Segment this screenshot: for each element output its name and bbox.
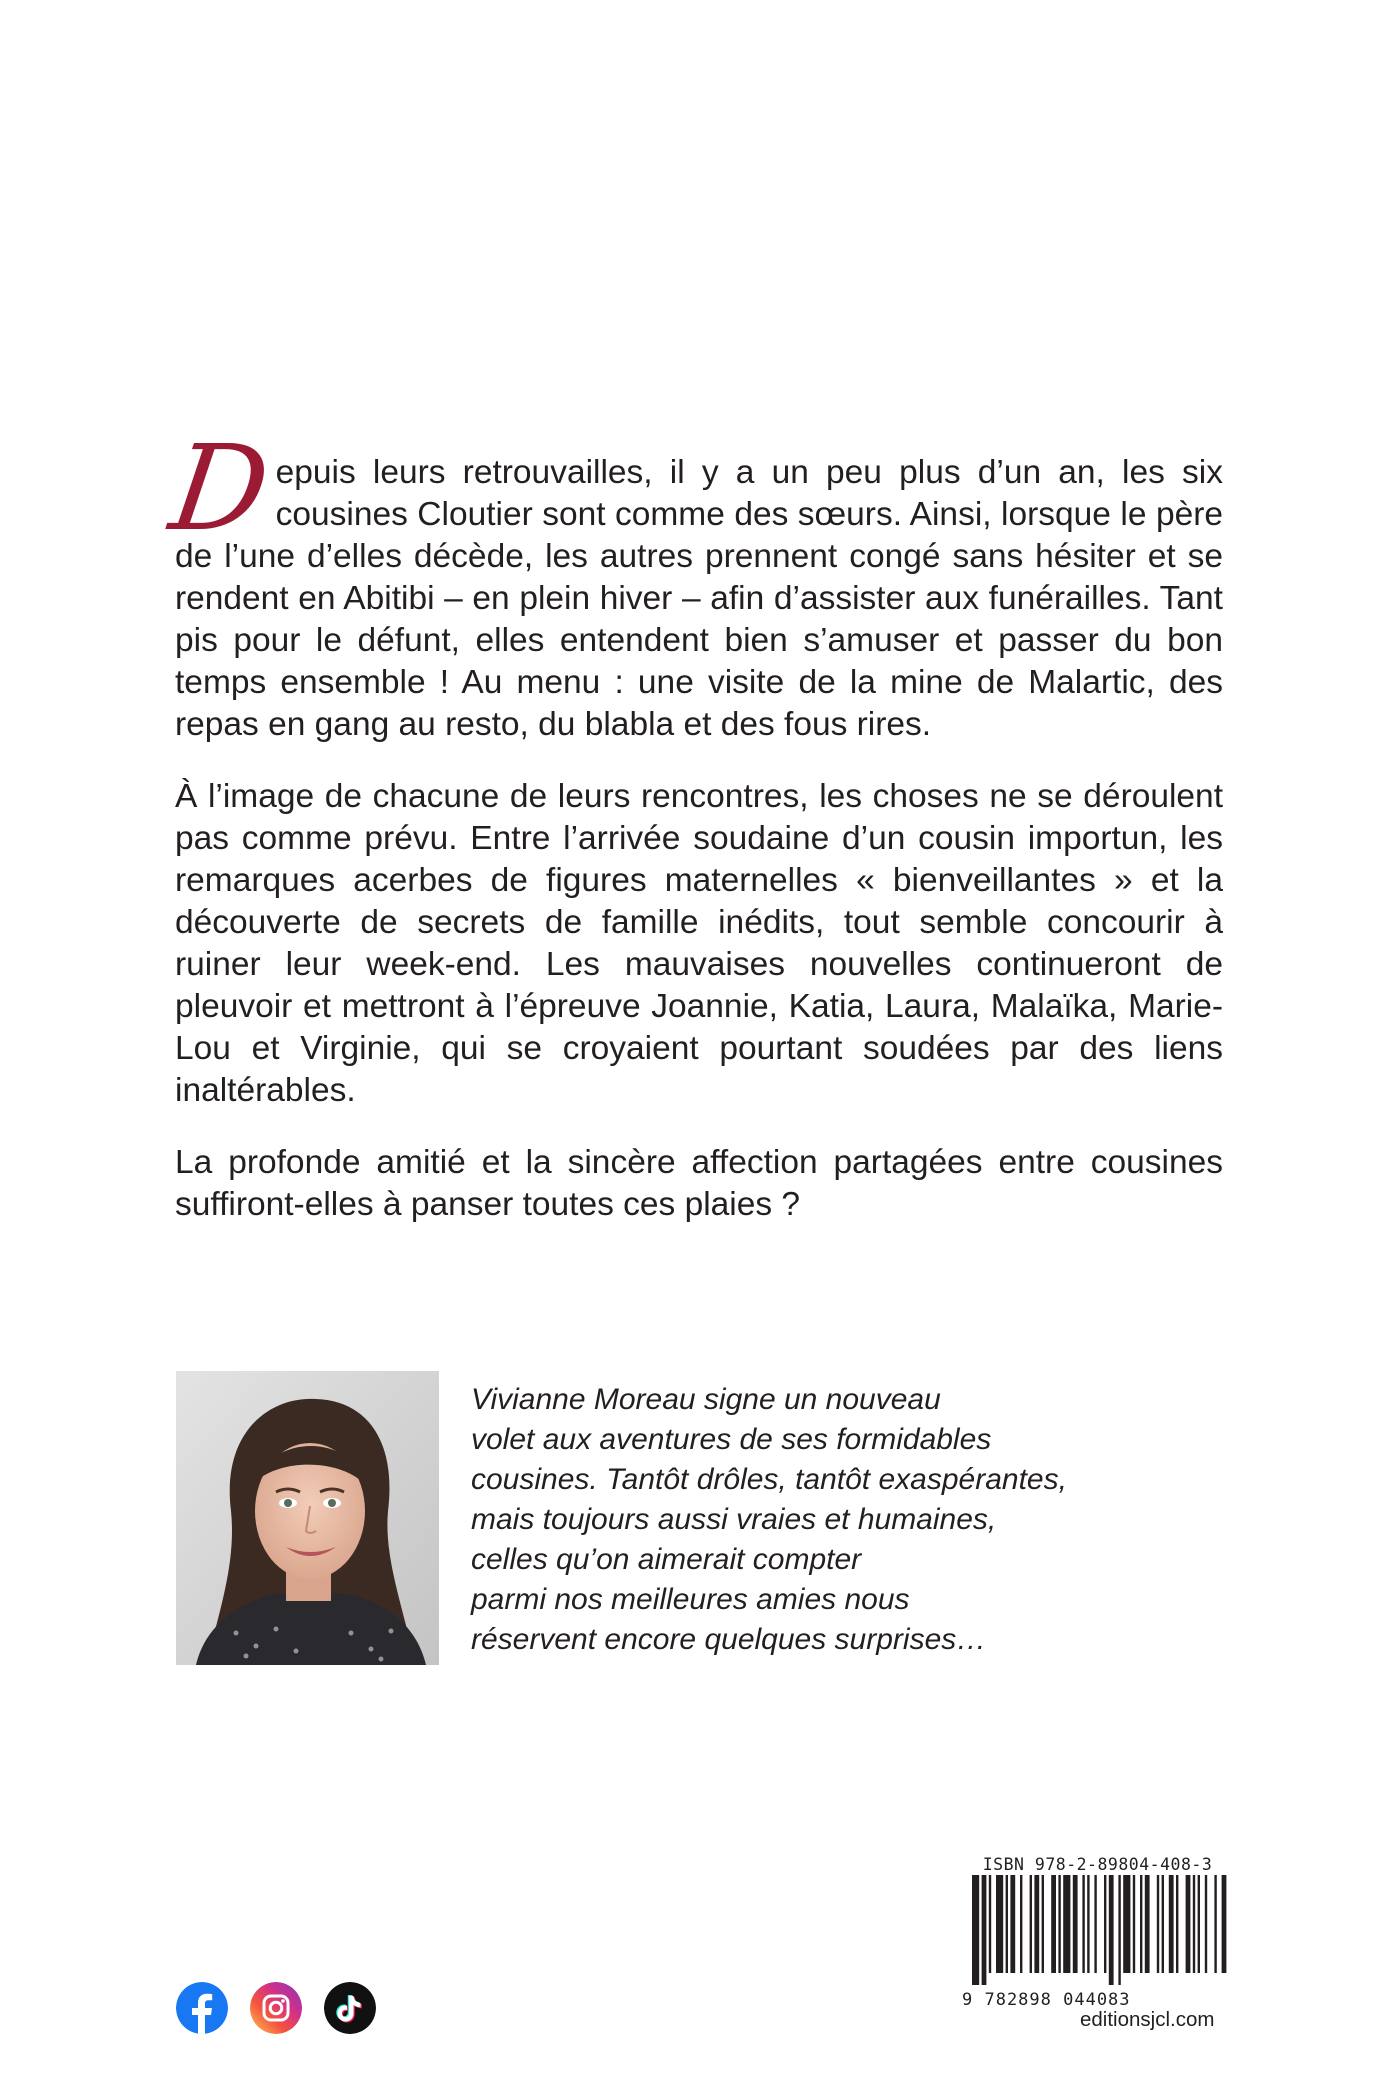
barcode-bar <box>1186 1875 1191 1973</box>
barcode-bar <box>1118 1875 1120 1985</box>
barcode-bar <box>1214 1875 1216 1973</box>
author-bio <box>471 1380 1171 1660</box>
social-icons <box>176 1982 376 2034</box>
barcode-bar <box>1140 1875 1142 1973</box>
blurb-paragraph-3: La profonde amitié et la sincère affection partagées entre cousines suffiront-elles à panser toutes ces plaies ? <box>175 1144 1223 1223</box>
barcode-bar <box>1010 1875 1015 1973</box>
blurb-paragraph-1-text: epuis leurs retrouvailles, il y a un peu plus d’un an, les six cousines Cloutier sont comme des sœurs. Ainsi, lorsque le père de l’une d’elles décède, les autres prennent congé sans hésiter et se rendent en Abitibi – en plein hiver – afin d’assister aux funérailles. Tant pis pour le défunt, elles entendent bien s’amuser et passer du bon temps ensemble ! Au menu : une visite de la mine de Malartic, des repas en gang au resto, du blabla et des fous rires. <box>175 454 1223 743</box>
barcode-bar <box>1094 1875 1096 1973</box>
author-bio-line: volet aux aventures de ses formidables <box>471 1423 992 1456</box>
barcode-bar <box>1006 1875 1008 1973</box>
author-photo <box>176 1371 439 1665</box>
barcode-bar <box>1020 1875 1022 1973</box>
author-bio-line: réservent encore quelques surprises… <box>471 1623 987 1656</box>
drop-cap: D <box>163 419 278 557</box>
barcode-bar <box>1198 1875 1200 1973</box>
barcode-bar <box>996 1875 1003 1973</box>
barcode-bar <box>1133 1875 1135 1973</box>
barcode-bar <box>1176 1875 1178 1973</box>
barcode-bar <box>1034 1875 1039 1973</box>
barcode-bar <box>1205 1875 1207 1973</box>
barcode-bar <box>1222 1875 1227 1973</box>
barcode-bar <box>1193 1875 1195 1973</box>
barcode-bar <box>1063 1875 1070 1973</box>
isbn-number: ISBN 978-2-89804-408-3 <box>982 1855 1213 1874</box>
barcode-digits: 9 782898 044083 <box>962 1990 1131 2010</box>
barcode-bar <box>1030 1875 1032 1973</box>
barcode-bar <box>1058 1875 1060 1973</box>
author-bio-line: parmi nos meilleures amies nous <box>471 1583 910 1616</box>
barcode-bar <box>972 1875 979 1985</box>
author-bio-line: mais toujours aussi vraies et humaines, <box>471 1503 997 1536</box>
facebook-icon[interactable] <box>176 1982 228 2034</box>
barcode-bar <box>1104 1875 1106 1973</box>
back-cover-blurb <box>163 419 1223 1256</box>
blurb-paragraph-1 <box>163 419 1223 746</box>
barcode-bar <box>1162 1875 1164 1973</box>
barcode-bar <box>982 1875 987 1985</box>
barcode-bar <box>1145 1875 1150 1973</box>
author-bio-line: celles qu’on aimerait compter <box>471 1543 862 1576</box>
barcode-bar <box>1042 1875 1044 1973</box>
tiktok-icon[interactable] <box>324 1982 376 2034</box>
instagram-icon[interactable] <box>250 1982 302 2034</box>
barcode-bars <box>960 1875 1235 1985</box>
author-bio-line: Vivianne Moreau signe un nouveau <box>471 1383 941 1416</box>
barcode-bar <box>989 1875 991 1973</box>
barcode-bar <box>1123 1875 1130 1973</box>
barcode-bar <box>1073 1875 1078 1973</box>
barcode-bar <box>1051 1875 1056 1973</box>
publisher-website[interactable]: editionsjcl.com <box>1080 2008 1215 2031</box>
isbn-barcode <box>960 1855 1235 2010</box>
blurb-paragraph-2: À l’image de chacune de leurs rencontres, les choses ne se déroulent pas comme prévu. Entre l’arrivée soudaine d’un cousin importun, les remarques acerbes de figures maternelles « bienveillantes » et la découverte de secrets de famille inédits, tout semble concourir à ruiner leur week-end. Les mauvaises nouvelles continueront de pleuvoir et mettront à l’épreuve Joannie, Katia, Laura, Malaïka, Marie-Lou et Virginie, qui se croyaient pourtant soudées par des liens inaltérables. <box>175 778 1223 1109</box>
barcode-bar <box>1087 1875 1089 1973</box>
barcode-bar <box>1082 1875 1084 1973</box>
author-bio-line: cousines. Tantôt drôles, tantôt exaspérantes, <box>471 1463 1067 1496</box>
barcode-bar <box>1169 1875 1174 1973</box>
barcode-bar <box>1109 1875 1114 1985</box>
barcode-bar <box>1157 1875 1159 1973</box>
